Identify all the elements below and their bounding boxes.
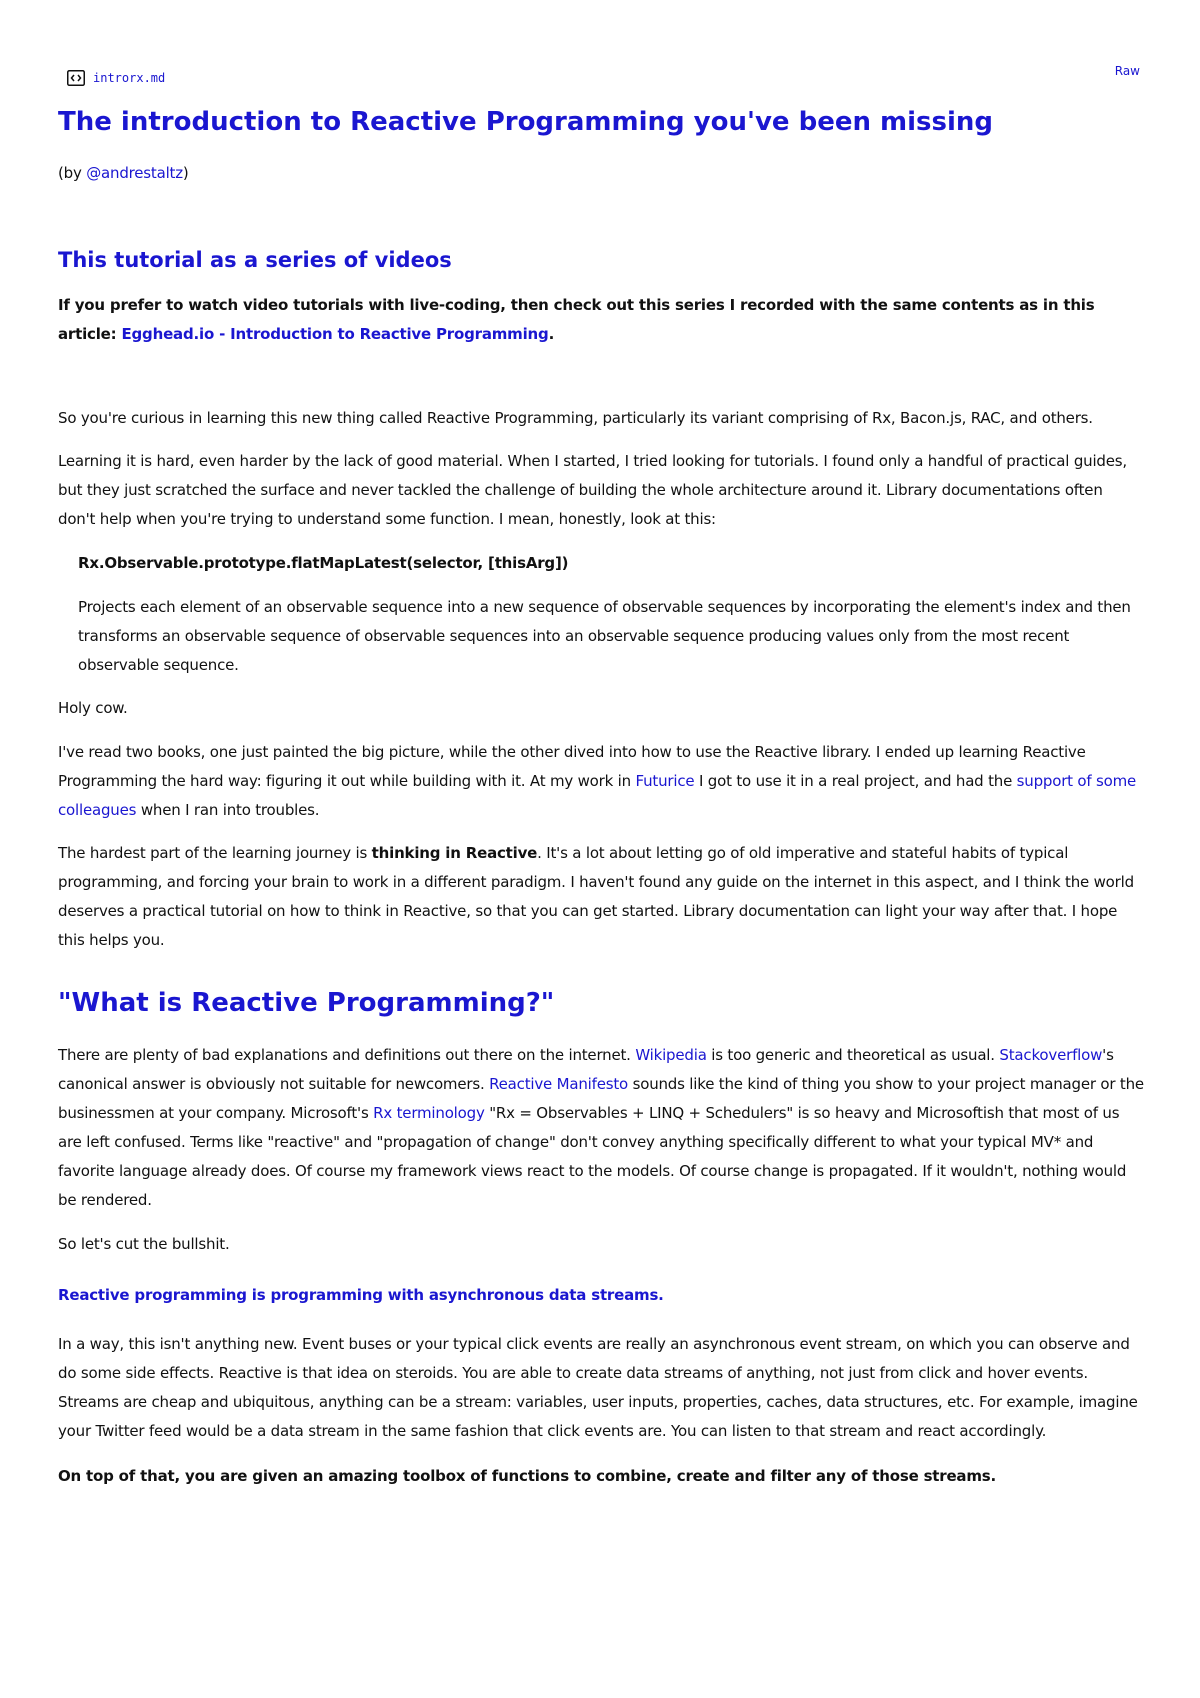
blockquote [78, 549, 1144, 680]
rx-terminology-link[interactable]: Rx terminology [373, 1104, 485, 1122]
books-text-2: I got to use it in a real project, and had the [694, 772, 1017, 790]
stackoverflow-link[interactable]: Stackoverflow [999, 1046, 1103, 1064]
definition-link[interactable]: Reactive programming is programming with asynchronous data streams. [58, 1286, 664, 1304]
hardest-paragraph [58, 839, 1144, 955]
author-link[interactable]: @andrestaltz [86, 164, 183, 182]
videos-period: . [548, 325, 555, 343]
futurice-link[interactable]: Futurice [635, 772, 695, 790]
intro-paragraph-1: So you're curious in learning this new thing called Reactive Programming, particularly its variant comprising of Rx, Bacon.js, RAC, and others. [58, 409, 1093, 427]
books-paragraph [58, 738, 1144, 825]
what-is-heading: "What is Reactive Programming?" [58, 988, 555, 1018]
egghead-link[interactable]: Egghead.io - Introduction to Reactive Programming [121, 325, 549, 343]
colleagues-link[interactable]: support of some colleagues [58, 772, 1137, 819]
hardest-text-1: The hardest part of the learning journey is [58, 844, 372, 862]
article-title: The introduction to Reactive Programming you've been missing [58, 107, 994, 137]
what-is-text-4: sounds like the kind of thing you show to your project manager or the businessmen at your company. Microsoft's [58, 1075, 1144, 1122]
file-name-link[interactable]: introrx.md [93, 71, 166, 85]
hardest-bold: thinking in Reactive [371, 844, 538, 862]
quote-signature: Rx.Observable.prototype.flatMapLatest(selector, [thisArg]) [78, 554, 569, 572]
file-header [67, 70, 165, 86]
hardest-text-2: . It's a lot about letting go of old imperative and stateful habits of typical programming, and forcing your brain to work in a different paradigm. I haven't found any guide on the internet in this aspect, and I think the world deserves a practical tutorial on how to think in Reactive, so that you can get started. Library documentation can light your way after that. I hope this helps you. [58, 844, 1134, 949]
videos-paragraph [58, 291, 1144, 349]
videos-text: If you prefer to watch video tutorials with live-coding, then check out this series I recorded with the same contents as in this article: [58, 296, 1095, 343]
byline-suffix: ) [182, 164, 189, 182]
videos-heading: This tutorial as a series of videos [58, 248, 452, 272]
new-thing-paragraph: In a way, this isn't anything new. Event buses or your typical click events are really an asynchronous event stream, on which you can observe and do some side effects. Reactive is that idea on steroids. You are able to create data streams of anything, not just from click and hover events. Streams are cheap and ubiquitous, anything can be a stream: variables, user inputs, properties, caches, data structures, etc. For example, imagine your Twitter feed would be a data stream in the same fashion that click events are. You can listen to that stream and react accordingly. [58, 1335, 1138, 1440]
article-content [58, 104, 1144, 1491]
what-is-text-5: "Rx = Observables + LINQ + Schedulers" is so heavy and Microsoftish that most of us are left confused. Terms like "reactive" and "propagation of change" don't convey anything specifically different to what your typical MV* and favorite language already does. Of course my framework views react to the models. Of course change is propagated. If it wouldn't, nothing would be rendered. [58, 1104, 1127, 1209]
wikipedia-link[interactable]: Wikipedia [635, 1046, 707, 1064]
quote-description: Projects each element of an observable sequence into a new sequence of observable sequences by incorporating the element's index and then transforms an observable sequence of observable sequences into an observable sequence producing values only from the most recent observable sequence. [78, 598, 1131, 674]
intro-paragraph-2: Learning it is hard, even harder by the lack of good material. When I started, I tried looking for tutorials. I found only a handful of practical guides, but they just scratched the surface and never tackled the challenge of building the whole architecture around it. Library documentations often don't help when you're trying to understand some function. I mean, honestly, look at this: [58, 452, 1127, 528]
reactive-manifesto-link[interactable]: Reactive Manifesto [489, 1075, 629, 1093]
what-is-paragraph [58, 1041, 1144, 1215]
what-is-text-2: is too generic and theoretical as usual. [706, 1046, 1000, 1064]
what-is-text-1: There are plenty of bad explanations and definitions out there on the internet. [58, 1046, 636, 1064]
byline-prefix: (by [58, 164, 87, 182]
cut-paragraph: So let's cut the bullshit. [58, 1235, 230, 1253]
raw-link[interactable]: Raw [1114, 64, 1140, 78]
books-text-1: I've read two books, one just painted the big picture, while the other dived into how to use the Reactive library. I ended up learning Reactive Programming the hard way: figuring it out while building with it. At my work in [58, 743, 1086, 790]
toolbox-paragraph: On top of that, you are given an amazing toolbox of functions to combine, create and filter any of those streams. [58, 1467, 997, 1485]
code-file-icon [67, 70, 85, 86]
holy-cow-paragraph: Holy cow. [58, 699, 128, 717]
what-is-text-3: 's canonical answer is obviously not suitable for newcomers. [58, 1046, 1114, 1093]
books-text-3: when I ran into troubles. [136, 801, 320, 819]
byline [58, 159, 1144, 188]
